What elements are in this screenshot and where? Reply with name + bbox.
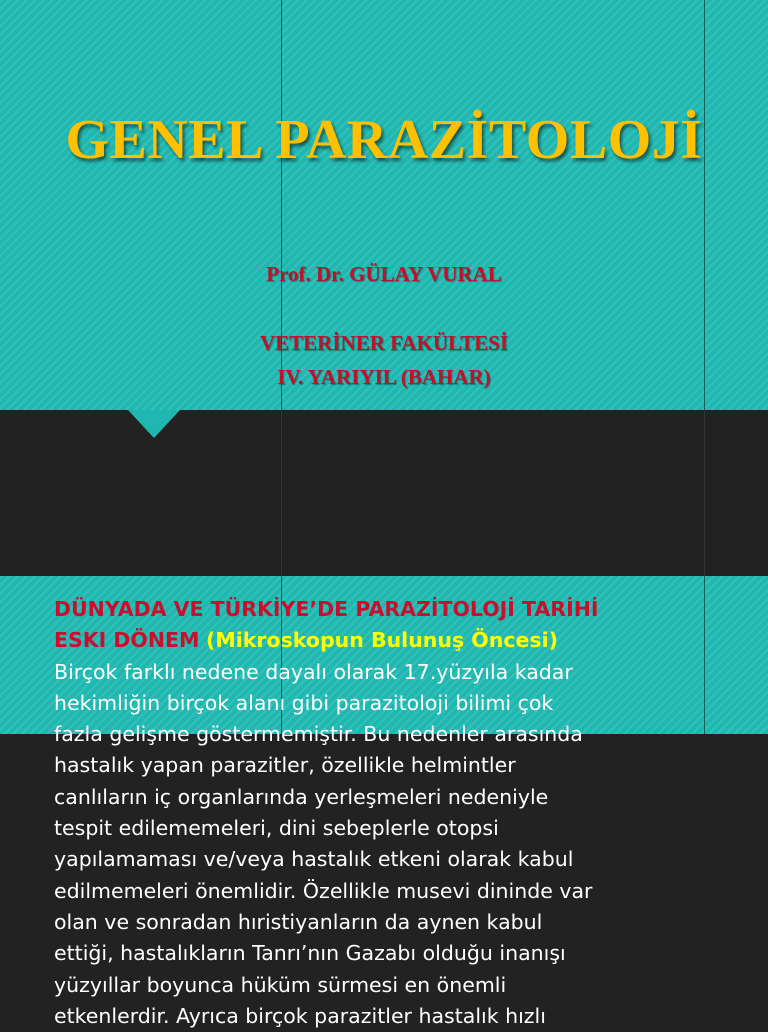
title-slide-footer bbox=[0, 410, 768, 576]
body-line: olan ve sonradan hıristiyanların da aynen kabul bbox=[54, 909, 543, 934]
body-line: tespit edilememeleri, dini sebeplerle otopsi bbox=[54, 816, 499, 841]
body-line: Birçok farklı nedene dayalı olarak 17.yüzyıla kadar bbox=[54, 659, 573, 684]
title-slide bbox=[0, 0, 768, 410]
decor-line bbox=[281, 410, 282, 576]
section-heading: DÜNYADA VE TÜRKİYE’DE PARAZİTOLOJİ TARİHİ bbox=[54, 597, 599, 621]
body-line: fazla gelişme göstermemiştir. Bu nedenler arasında bbox=[54, 722, 583, 747]
body-line: ettiği, hastalıkların Tanrı’nın Gazabı olduğu inanışı bbox=[54, 941, 566, 966]
period-note: (Mikroskopun Bulunuş Öncesi) bbox=[205, 628, 558, 653]
body-line: yapılamaması ve/veya hastalık etkeni olarak kabul bbox=[54, 847, 574, 872]
body-line: yüzyıllar boyunca hüküm sürmesi en önemli bbox=[54, 972, 507, 997]
term-label: IV. YARIYIL (BAHAR) bbox=[277, 365, 491, 389]
slide-notch bbox=[128, 410, 180, 438]
body-line: hastalık yapan parazitler, özellikle helmintler bbox=[54, 753, 516, 778]
subsection-heading bbox=[54, 625, 754, 656]
author-name: Prof. Dr. GÜLAY VURAL bbox=[266, 262, 502, 286]
content-text bbox=[54, 594, 754, 1032]
body-line: edilmemeleri önemlidir. Özellikle musevi dininde var bbox=[54, 878, 593, 903]
period-label: ESKI DÖNEM bbox=[54, 628, 200, 653]
body-line: etkenlerdir. Ayrıca birçok parazitler hastalık hızlı bbox=[54, 1003, 546, 1028]
body-line: canlıların iç organlarında yerleşmeleri nedeniyle bbox=[54, 784, 549, 809]
slide-title: GENEL PARAZİTOLOJİ bbox=[65, 109, 703, 171]
faculty-name: VETERİNER FAKÜLTESİ bbox=[260, 331, 508, 355]
decor-line bbox=[704, 410, 705, 576]
body-line: hekimliğin birçok alanı gibi parazitoloji bilimi çok bbox=[54, 690, 554, 715]
